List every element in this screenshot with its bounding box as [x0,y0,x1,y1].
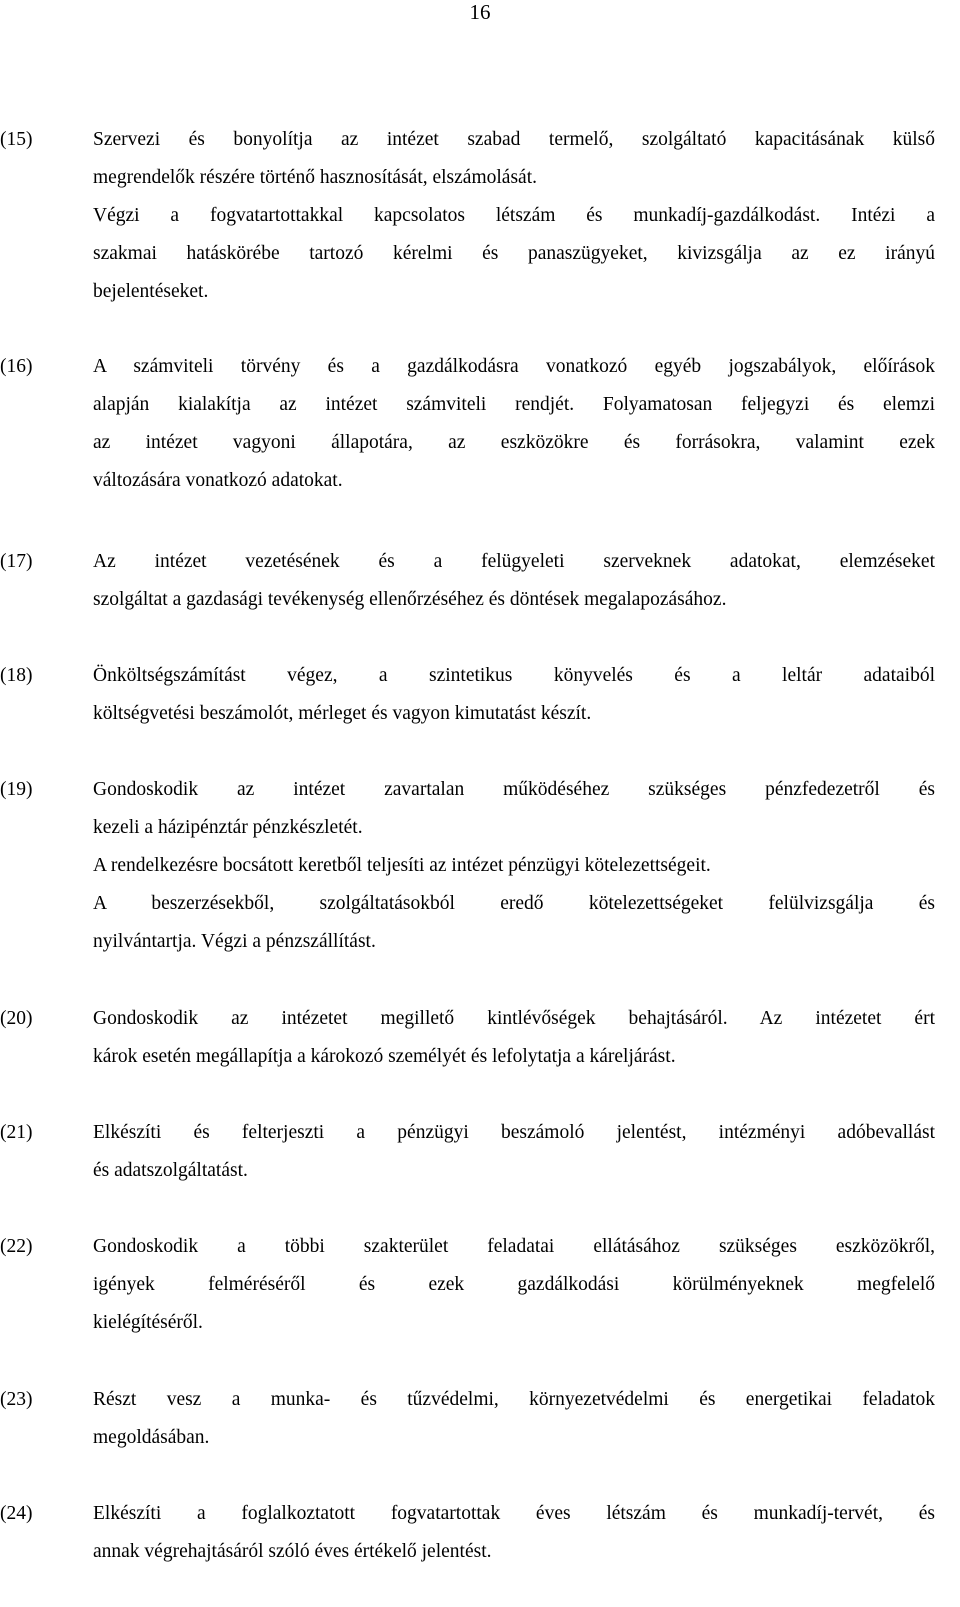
paragraph-line: nyilvántartja. Végzi a pénzszállítást. [93,931,376,952]
paragraph-line: Részt vesz a munka- és tűzvédelmi, környezetvédelmi és energetikai feladatok [93,1389,935,1410]
paragraph-line: és adatszolgáltatást. [93,1160,248,1181]
paragraph-line: Szervezi és bonyolítja az intézet szabad termelő, szolgáltató kapacitásának külső [93,129,935,150]
item-paragraph [93,771,935,961]
paragraph-line: Elkészíti és felterjeszti a pénzügyi beszámoló jelentést, intézményi adóbevallást [93,1122,935,1143]
paragraph-line: Gondoskodik az intézet zavartalan működéséhez szükséges pénzfedezetről és [93,779,935,800]
paragraph-line: Gondoskodik az intézetet megillető kintlévőségek behajtásáról. Az intézetet ért [93,1008,935,1029]
paragraph-line: Elkészíti a foglalkoztatott fogvatartottak éves létszám és munkadíj-tervét, és [93,1503,935,1524]
paragraph-line: költségvetési beszámolót, mérleget és vagyon kimutatást készít. [93,703,592,724]
item-number: (22) [0,1236,33,1257]
paragraph-line: szolgáltat a gazdasági tevékenység ellenőrzéséhez és döntések megalapozásához. [93,589,727,610]
item-paragraph [93,543,935,619]
paragraph-line: kezeli a házipénztár pénzkészletét. [93,817,363,838]
item-paragraph [93,1000,935,1076]
item-paragraph [93,121,935,311]
paragraph-line: Önköltségszámítást végez, a szintetikus könyvelés és a leltár adataiból [93,665,935,686]
item-paragraph [93,657,935,733]
paragraph-line: A rendelkezésre bocsátott keretből teljesíti az intézet pénzügyi kötelezettségeit. [93,855,711,876]
paragraph-line: megoldásában. [93,1427,210,1448]
paragraph-line: kielégítéséről. [93,1312,203,1333]
item-number: (23) [0,1389,33,1410]
paragraph-line: károk esetén megállapítja a károkozó személyét és lefolytatja a káreljárást. [93,1046,676,1067]
item-paragraph [93,1114,935,1190]
page-number: 16 [469,0,491,24]
item-paragraph [93,1495,935,1571]
item-paragraph [93,1381,935,1457]
paragraph-line: Az intézet vezetésének és a felügyeleti szerveknek adatokat, elemzéseket [93,551,935,572]
paragraph-line: változására vonatkozó adatokat. [93,470,343,491]
item-paragraph [93,348,935,500]
item-number: (24) [0,1503,33,1524]
paragraph-line: Végzi a fogvatartottakkal kapcsolatos létszám és munkadíj-gazdálkodást. Intézi a [93,205,935,226]
paragraph-line: igények felméréséről és ezek gazdálkodási körülményeknek megfelelő [93,1274,935,1295]
paragraph-line: annak végrehajtásáról szóló éves értékelő jelentést. [93,1541,492,1562]
paragraph-line: alapján kialakítja az intézet számviteli rendjét. Folyamatosan feljegyzi és elemzi [93,394,935,415]
item-number: (15) [0,129,33,150]
paragraph-line: megrendelők részére történő hasznosítását, elszámolását. [93,167,537,188]
item-number: (19) [0,779,33,800]
paragraph-line: A számviteli törvény és a gazdálkodásra vonatkozó egyéb jogszabályok, előírások [93,356,935,377]
paragraph-line: az intézet vagyoni állapotára, az eszközökre és forrásokra, valamint ezek [93,432,935,453]
item-number: (17) [0,551,33,572]
item-number: (20) [0,1008,33,1029]
paragraph-line: Gondoskodik a többi szakterület feladatai ellátásához szükséges eszközökről, [93,1236,935,1257]
paragraph-line: bejelentéseket. [93,281,209,302]
paragraph-line: A beszerzésekből, szolgáltatásokból eredő kötelezettségeket felülvizsgálja és [93,893,935,914]
item-paragraph [93,1228,935,1342]
item-number: (16) [0,356,33,377]
item-number: (21) [0,1122,33,1143]
item-number: (18) [0,665,33,686]
paragraph-line: szakmai hatáskörébe tartozó kérelmi és panaszügyeket, kivizsgálja az ez irányú [93,243,935,264]
